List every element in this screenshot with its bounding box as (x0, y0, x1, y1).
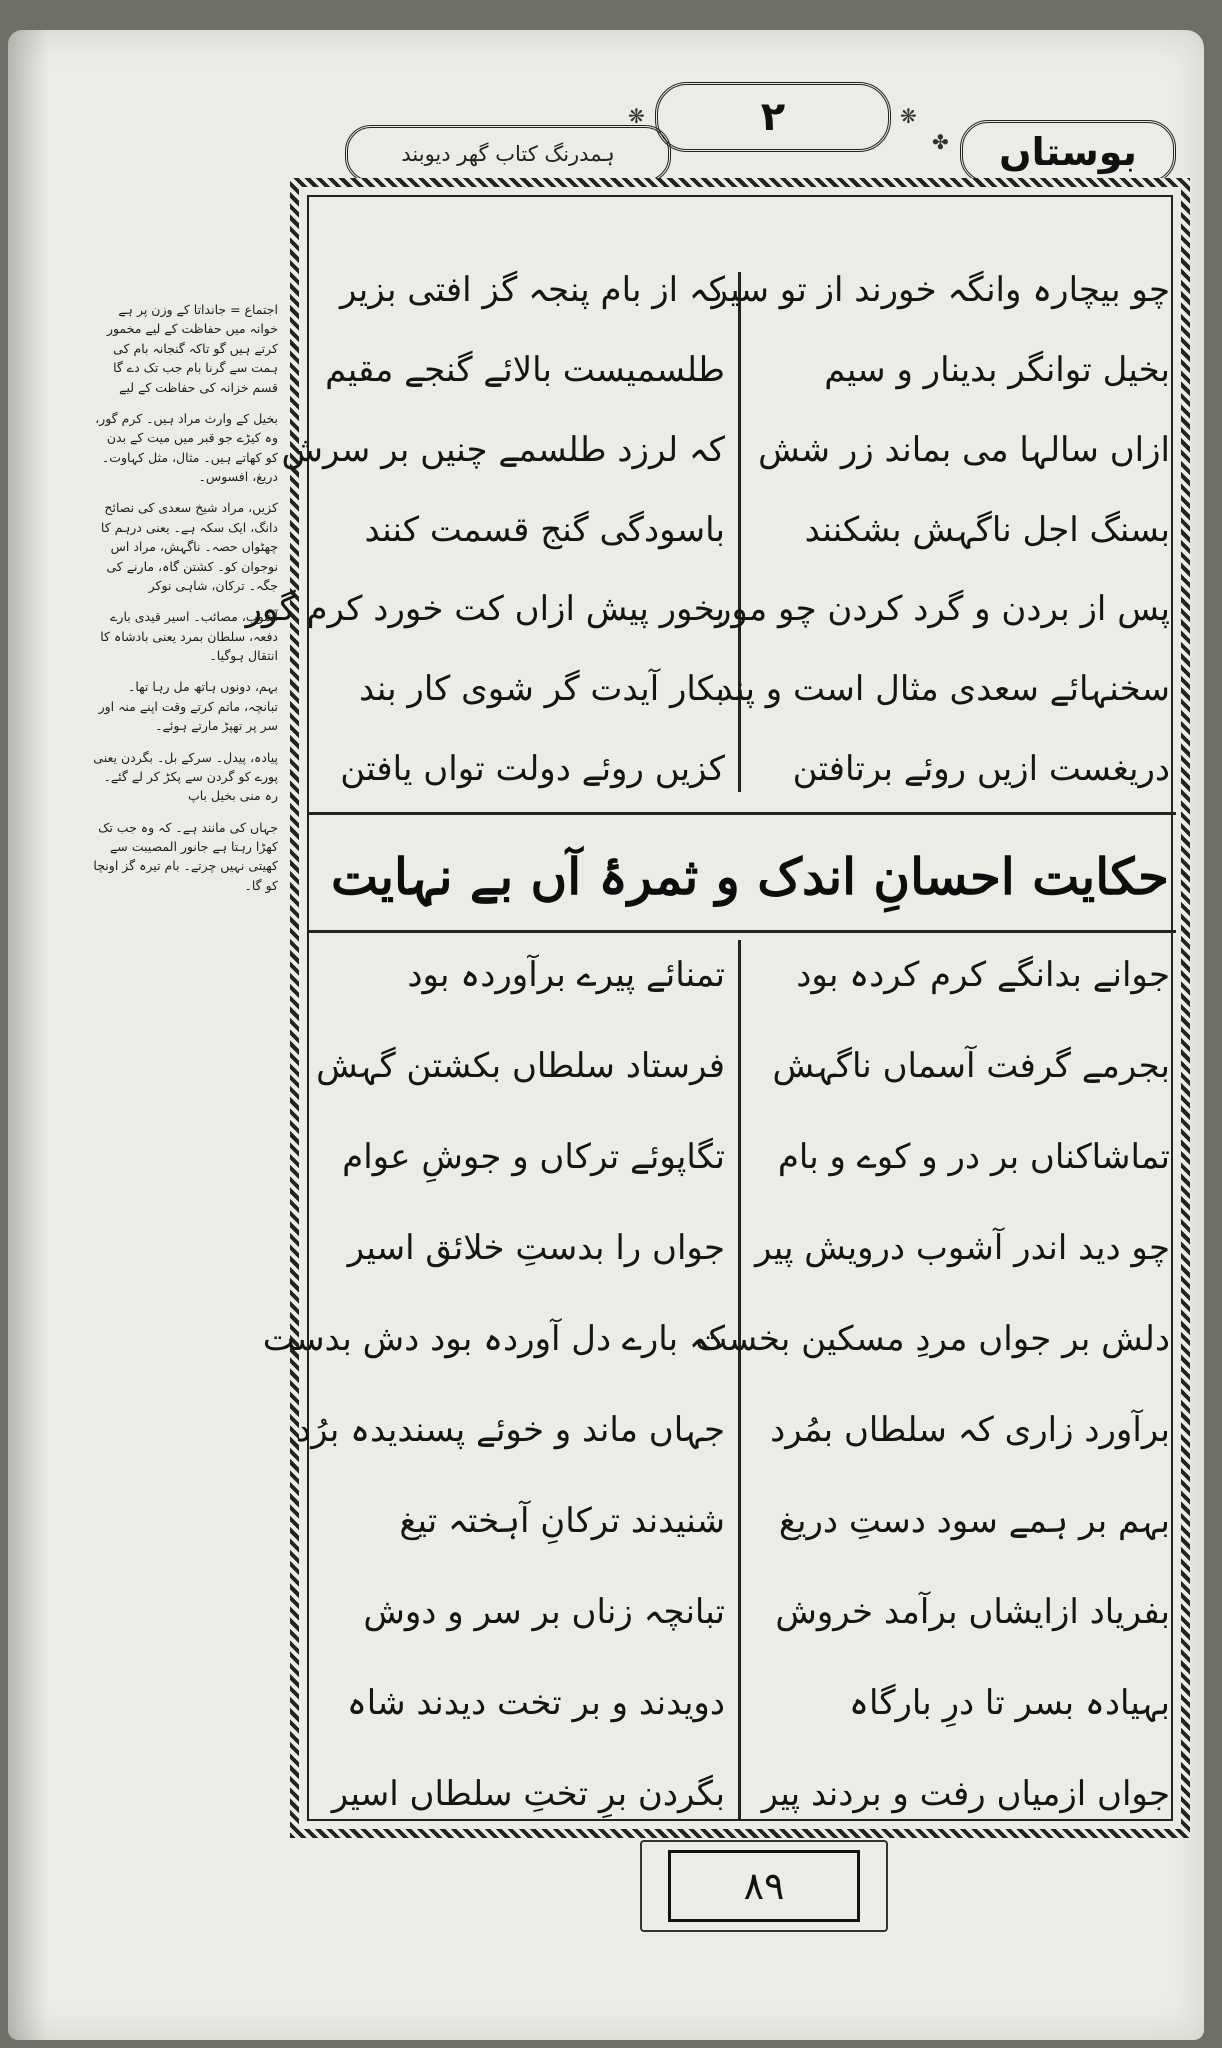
verse-line: ازاں سالہا می بماند زر شش (758, 429, 1170, 470)
top-left-verse-column (245, 270, 725, 790)
bottom-left-verse-column (262, 955, 725, 1815)
verse-line: چو دید اندر آشوب درویش پیر (754, 1228, 1170, 1269)
verse-line: کہ بارے دل آوردہ بود دش بدست (262, 1319, 725, 1360)
verse-line: جہاں ماند و خوئے پسندیدہ برُد (295, 1410, 725, 1451)
verse-line: طلسمیست بالائے گنجے مقیم (325, 349, 725, 390)
verse-line: بسنگ اجل ناگہش بشکنند (804, 509, 1170, 550)
story-heading: حکایت احسانِ اندک و ثمرۂ آں بے نہایت (331, 846, 1169, 906)
verse-line: سخنہائے سعدی مثال است و پند (717, 669, 1170, 710)
verse-line: جوانے بدانگے کرم کردہ بود (796, 955, 1170, 995)
verse-line: بہیادہ بسر تا درِ بارگاہ (849, 1683, 1170, 1724)
ornament-icon: ✤ (932, 130, 949, 154)
column-separator (738, 940, 741, 1820)
bottom-right-verse-column (695, 955, 1170, 1815)
verse-line: فرستاد سلطاں بکشتن گہش (316, 1046, 725, 1087)
column-separator (738, 272, 741, 792)
verse-line: باسودگی گنج قسمت کنند (364, 509, 725, 550)
margin-note: آشوب، مصائب۔ اسیر قیدی بارے دفعہ، سلطان بمرد یعنی بادشاہ کا انتقال ہوگیا۔ (100, 609, 278, 663)
ornament-icon: ❋ (628, 104, 645, 128)
top-right-verse-column (711, 270, 1170, 790)
verse-line: شنیدند ترکانِ آہختہ تیغ (399, 1501, 725, 1542)
verse-line: بخور پیش ازاں کت خورد کرم گور (245, 589, 725, 630)
verse-line: کہ لرزد طلسمے چنیں بر سرش (281, 429, 725, 470)
verse-line: جواں را بدستِ خلائق اسیر (347, 1228, 725, 1269)
verse-line: تبانچہ زناں بر سر و دوش (363, 1592, 725, 1633)
verse-line: کزیں روئے دولت تواں یافتن (340, 749, 725, 790)
spine-shadow (8, 30, 48, 2040)
verse-line: برآورد زاری کہ سلطاں بمُرد (770, 1410, 1170, 1451)
verse-line: بکار آیدت گر شوی کار بند (359, 669, 725, 710)
margin-note: کزیں، مراد شیخ سعدی کی نصائح دانگ، ایک سکہ ہے۔ یعنی درہم کا چھٹواں حصہ۔ ناگہش، مراد اس نوجوان کو۔ کشتن گاہ، مارنے کی جگہ۔ ترکان، شاہی نوکر (100, 500, 278, 593)
verse-line: بگردن برِ تختِ سلطاں اسیر (331, 1774, 725, 1815)
verse-line: بفریاد ازایشاں برآمد خروش (775, 1592, 1170, 1633)
chapter-number: ۲ (655, 82, 891, 152)
verse-line: تماشاکناں بر در و کوے و بام (777, 1137, 1170, 1178)
section-rule (308, 812, 1176, 815)
verse-line: کہ از بام پنجہ گز افتی بزیر (340, 270, 725, 310)
ornament-icon: ❋ (900, 104, 917, 128)
running-head-publisher: ہمدرنگ کتاب گھر دیوبند (345, 125, 671, 183)
section-rule (308, 930, 1176, 933)
verse-line: بخیل توانگر بدینار و سیم (824, 349, 1170, 390)
margin-note: اجتماع = جانداتا کے وزن پر ہے خوانہ میں حفاظت کے لیے مخمور کرتے ہیں گو تاکہ گنجانہ بام کی ہمت سے گرنا بام جب تک دے گا قسم خزانہ کی حفاظت کے لیے (106, 302, 278, 395)
margin-note: بہم، دونوں ہاتھ مل رہا تھا۔ تبانچہ، ماتم کرتے وقت اپنے منہ اور سر پر تھپڑ مارتے ہوئے۔ (98, 679, 278, 734)
verse-line: تمنائے پیرے برآوردہ بود (407, 955, 725, 995)
verse-line: دویدند و بر تخت دیدند شاہ (346, 1683, 725, 1724)
verse-line: جواں ازمیاں رفت و بردند پیر (761, 1774, 1170, 1815)
book-title: بوستاں (960, 120, 1176, 184)
page-number: ۸۹ (668, 1850, 860, 1922)
margin-note: بخیل کے وارث مراد ہیں۔ کرم گور، وہ کیڑے جو قبر میں میت کے بدن کو کھاتے ہیں۔ مثال، مثل کہاوت۔ دریغ، افسوس۔ (95, 410, 278, 484)
verse-line: بجرمے گرفت آسماں ناگہش (772, 1046, 1170, 1087)
verse-line: چو بیچارہ وانگہ خورند از تو سیر (711, 270, 1170, 310)
verse-line: پس از بردن و گرد کردن چو مور (715, 589, 1170, 630)
verse-line: دلش بر جواں مردِ مسکین بخست (695, 1319, 1170, 1360)
margin-notes (92, 300, 278, 1830)
margin-note: جہاں کی مانند ہے۔ کہ وہ جب تک کھڑا رہتا ہے جانور المصیبت سے کھیتی نہیں چرتے۔ بام تیرہ گز اونچا کو گا۔ (93, 819, 278, 893)
verse-line: بہم بر ہمے سود دستِ دریغ (778, 1501, 1170, 1542)
verse-line: دریغست ازیں روئے برتافتن (792, 749, 1170, 790)
verse-line: تگاپوئے ترکاں و جوشِ عوام (342, 1137, 725, 1178)
margin-note: پیادہ، پیدل۔ سرکے بل۔ بگردن یعنی پورے کو گردن سے پکڑ کر لے گئے۔ رہ منی بخیل باپ (93, 749, 278, 804)
